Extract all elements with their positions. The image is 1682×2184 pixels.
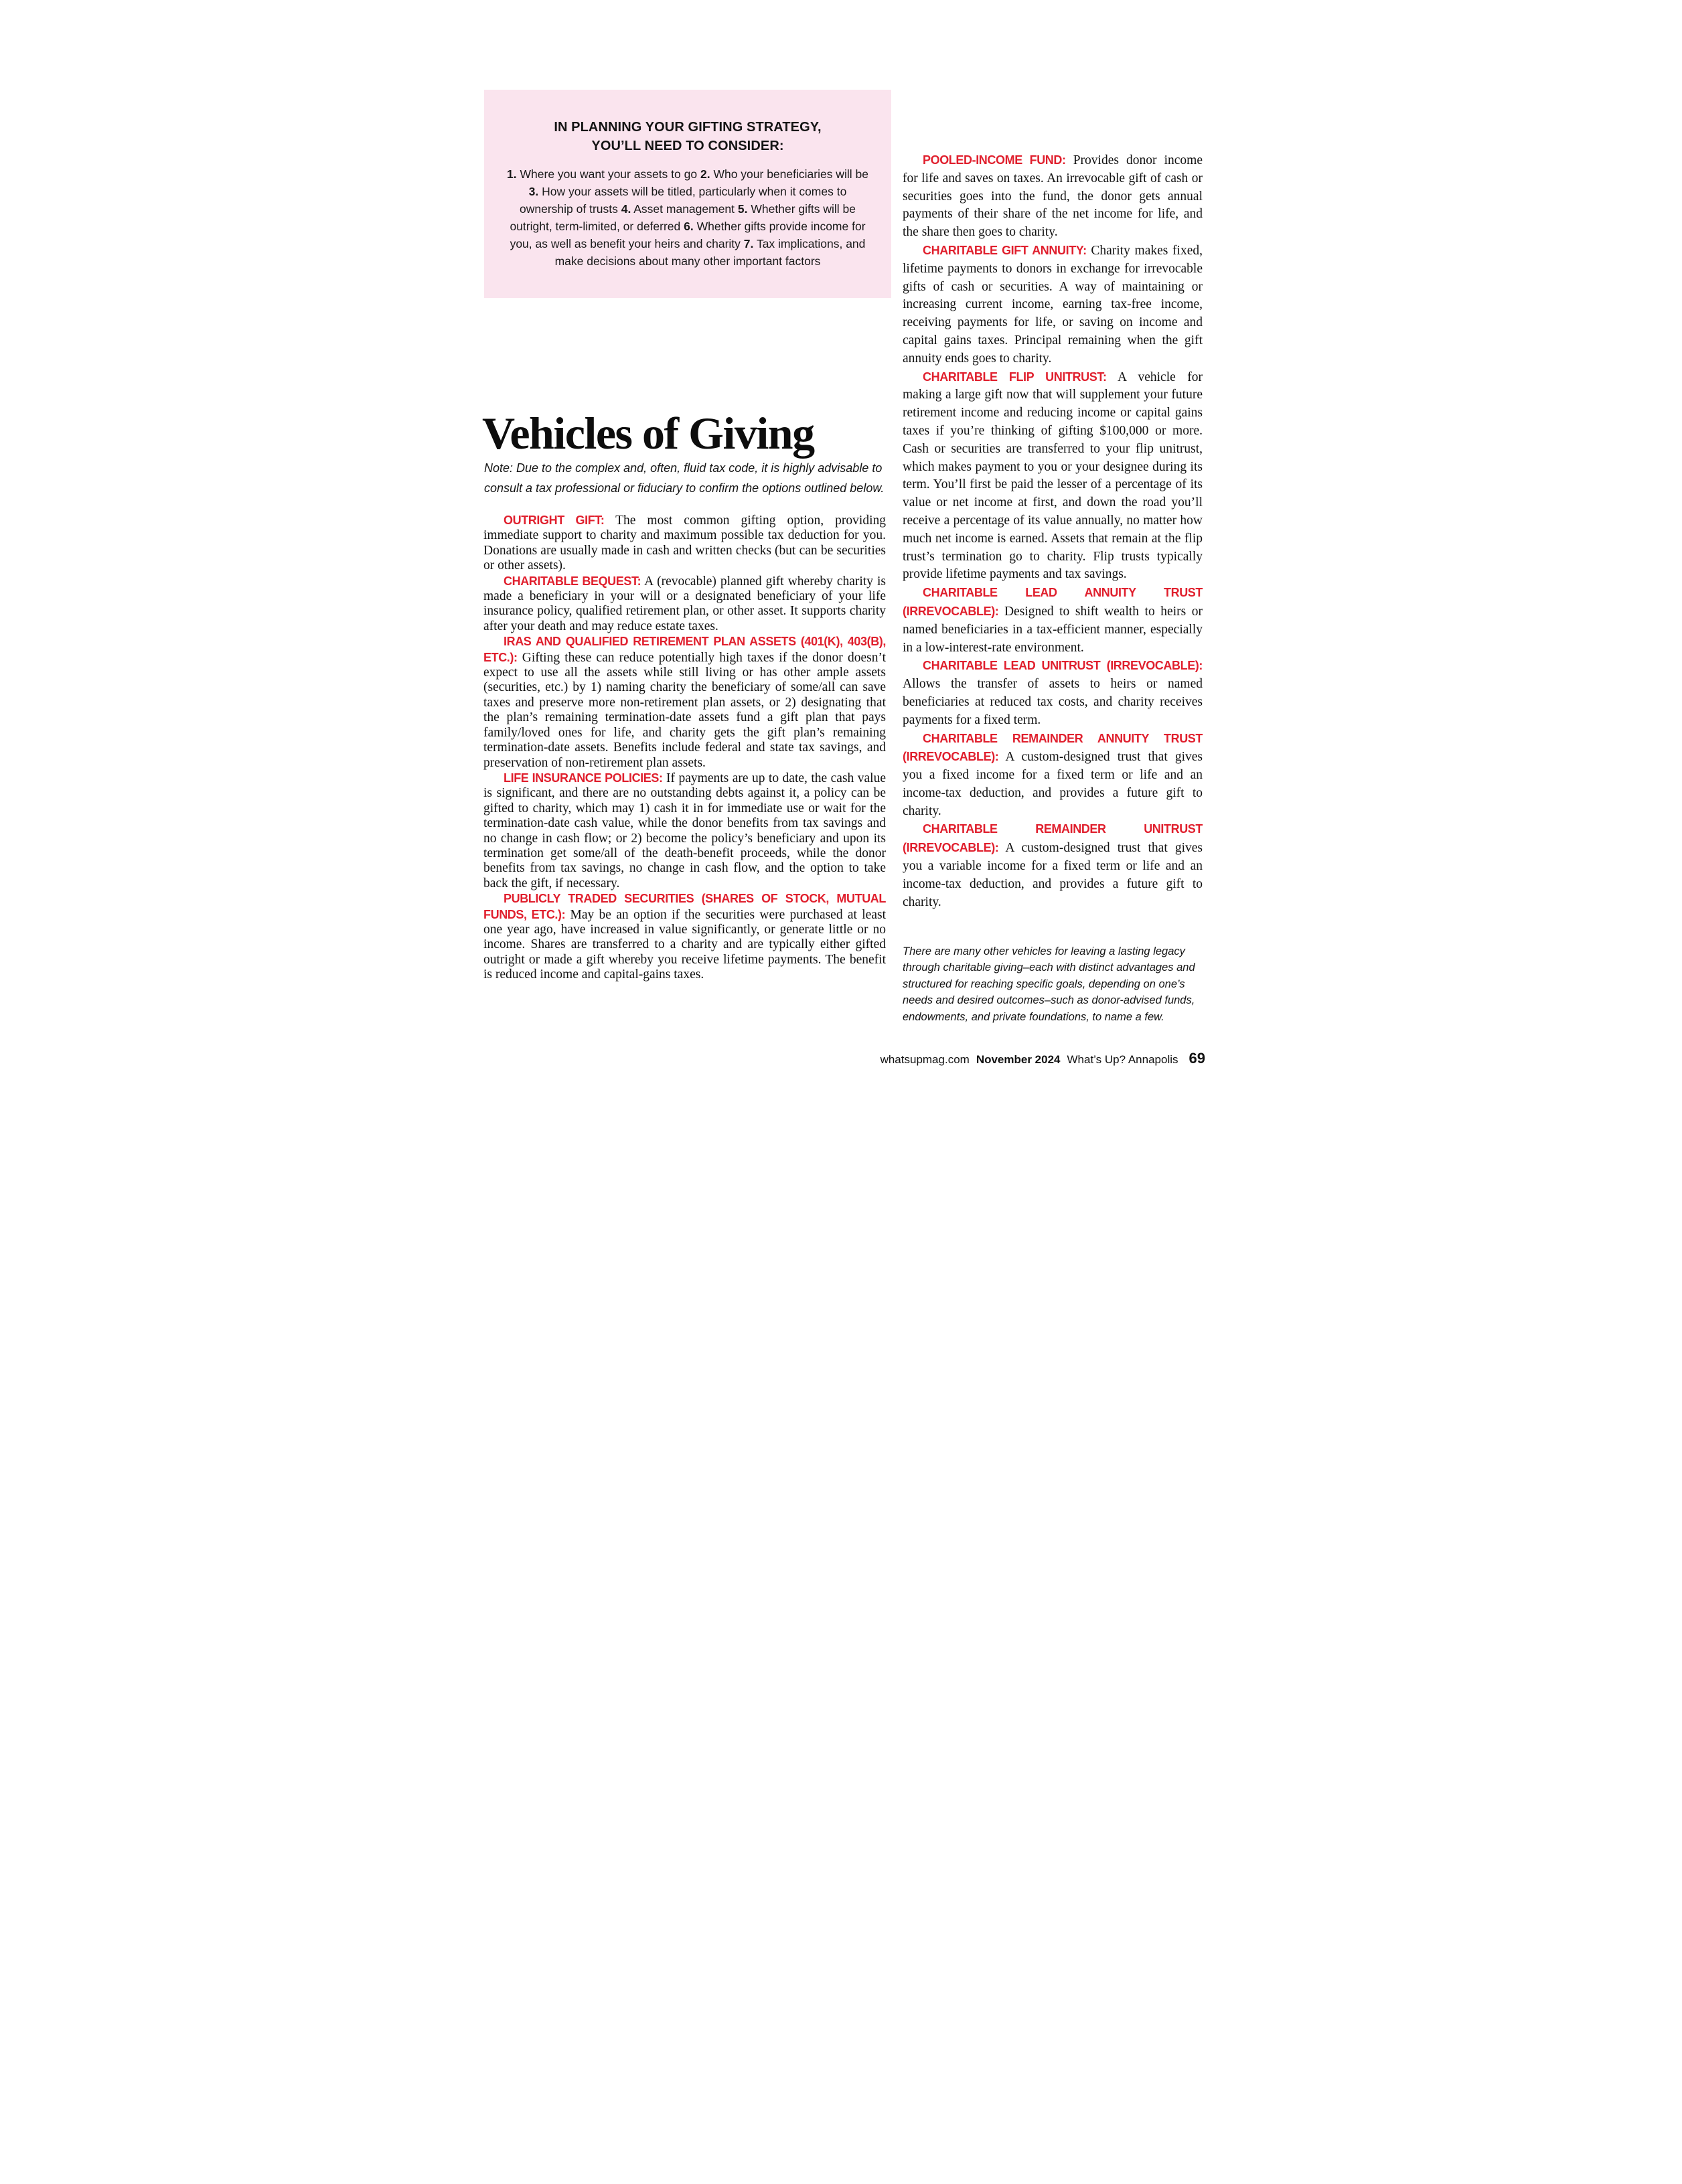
footer-magazine-name: What’s Up? Annapolis [1067,1053,1178,1066]
section-lead-in: CHARITABLE FLIP UNITRUST: [923,370,1107,384]
section-lead-in: CHARITABLE LEAD UNITRUST (IRREVOCABLE): [923,659,1203,673]
callout-heading [507,118,868,155]
consider-item-number: 6. [684,220,694,233]
section-lead-in: IRAS AND QUALIFIED RETIREMENT PLAN ASSETS (401(K), 403(B), ETC.): [483,635,886,664]
section-lead-in: CHARITABLE LEAD ANNUITY TRUST (IRREVOCABLE): [903,586,1203,618]
callout-heading-line2: YOU’LL NEED TO CONSIDER: [591,139,784,153]
section-text: Designed to shift wealth to heirs or named beneficiaries in a tax-efficient manner, especially in a low-interest-rate environment. [903,604,1203,655]
section-text: A custom-designed trust that gives you a fixed income for a fixed term or life and an income-tax deduction, and provides a future gift to charity. [903,750,1203,818]
body-section [483,513,886,574]
callout-consider-list: 1. Where you want your assets to go 2. Who your beneficiaries will be 3. How your assets will be titled, particularly when it comes to ownership of trusts 4. Asset management 5. Whether gifts will be outright, term-limited, or deferred 6. Whether gifts provide income for you, as well as benefit your heirs and charity 7. Tax implications, and make decisions about many other important factors [507,167,868,268]
body-section [483,574,886,635]
section-text: A custom-designed trust that gives you a variable income for a fixed term or life and an income-tax deduction, and provides a future gift to charity. [903,841,1203,909]
callout-heading-line1: IN PLANNING YOUR GIFTING STRATEGY, [554,120,822,135]
magazine-page [420,0,1262,1092]
section-text: Charity makes fixed, lifetime payments to donors in exchange for irrevocable gifts of cash or securities. A way of maintaining or increasing current income, earning tax-free income, receiving payments for life, or saving on income and capital gains taxes. Principal remaining when the gift annuity ends goes to charity. [903,243,1203,366]
section-lead-in: LIFE INSURANCE POLICIES: [504,771,663,785]
body-section [483,891,886,982]
section-lead-in: OUTRIGHT GIFT: [504,514,605,527]
gifting-strategy-callout-box [484,90,891,298]
section-text: If payments are up to date, the cash value is significant, and there are no outstanding debts against it, a policy can be gifted to charity, which may 1) cash it in for immediate use or wait for the termination-date cash value, while the donor benefits from tax savings and no change in cash flow; or 2) become the policy’s beneficiary and upon its termination get some/all of the death-benefit proceeds, while the donor benefits from tax savings, no change in cash flow, and the option to take back the gift, if necessary. [483,771,886,890]
consider-item-number: 2. [700,167,710,181]
section-lead-in: POOLED-INCOME FUND: [923,153,1066,167]
body-section [903,242,1203,368]
body-section [903,151,1203,242]
body-column-left [483,513,886,983]
section-lead-in: CHARITABLE REMAINDER UNITRUST (IRREVOCABLE): [903,822,1203,855]
section-lead-in: CHARITABLE REMAINDER ANNUITY TRUST (IRREVOCABLE): [903,731,1203,764]
consider-item-number: 4. [621,202,631,216]
section-lead-in: CHARITABLE BEQUEST: [504,574,641,588]
footer-website: whatsupmag.com [880,1053,970,1066]
consider-item-number: 1. [507,167,517,181]
consider-item-number: 7. [743,237,754,250]
footer-page-number: 69 [1189,1050,1205,1067]
body-column-right [903,151,1203,911]
section-text: Allows the transfer of assets to heirs or named beneficiaries at reduced tax costs, and charity receives payments for a fixed term. [903,677,1203,727]
body-section [903,368,1203,584]
body-section [483,634,886,771]
article-headline: Vehicles of Giving [482,407,814,459]
section-text: May be an option if the securities were purchased at least one year ago, have increased in value significantly, or generate little or no income. Shares are transferred to a charity and are typically either gifted outright or made a gift whereby you receive lifetime payments. The benefit is reduced income and capital-gains taxes. [483,907,886,982]
consider-item-number: 3. [528,185,539,198]
body-section [903,657,1203,729]
body-section [483,771,886,891]
footer-issue-date: November 2024 [976,1053,1061,1066]
section-text: Gifting these can reduce potentially high taxes if the donor doesn’t expect to use all the assets while still living or has other ample assets (securities, etc.) by 1) naming charity the beneficiary of some/all can save taxes and preserve more non-retirement plan assets, or 2) designating that the plan’s remaining termination-date assets fund a gift plan that pays family/loved ones for life, and charity gets the gift plan’s remaining termination-date assets. Benefits include federal and state tax savings, and preservation of non-retirement plan assets. [483,650,886,770]
section-lead-in: PUBLICLY TRADED SECURITIES (SHARES OF STOCK, MUTUAL FUNDS, ETC.): [483,892,886,921]
section-text: Provides donor income for life and saves on taxes. An irrevocable gift of cash or securities goes into the fund, the donor gets annual payments of their share of the net income for life, and the share then goes to charity. [903,153,1203,240]
body-section [903,584,1203,657]
section-text: The most common gifting option, providing immediate support to charity and maximum possible tax deduction for you. Donations are usually made in cash and written checks (but can be securities or other assets). [483,514,886,573]
section-lead-in: CHARITABLE GIFT ANNUITY: [923,243,1087,257]
body-section [903,730,1203,821]
section-text: A vehicle for making a large gift now that will supplement your future retirement income and reducing income or capital gains taxes if you’re thinking of gifting $100,000 or more. Cash or securities are transferred to your flip unitrust, which makes payment to you or your designee during its term. You’ll first be paid the lesser of a percentage of its value or net income at first, and down the road you’ll receive a percentage of its value annually, no matter how much net income is earned. Assets that remain at the flip trust’s termination go to charity. Flip trusts typically provide lifetime payments and tax savings. [903,370,1203,582]
consider-item-number: 5. [737,202,748,216]
section-text: A (revocable) planned gift whereby charity is made a beneficiary in your will or a designated beneficiary of your life insurance policy, qualified retirement plan, or other asset. It supports charity after your death and may reduce estate taxes. [483,574,886,633]
page-footer [881,1050,1205,1067]
advisory-note: Note: Due to the complex and, often, fluid tax code, it is highly advisable to consult a tax professional or fiduciary to confirm the options outlined below. [484,461,885,495]
body-section [903,820,1203,911]
closing-footnote: There are many other vehicles for leaving a lasting legacy through charitable giving–each with distinct advantages and structured for reaching specific goals, depending on one’s needs and desired outcomes–such as donor-advised funds, endowments, and private foundations, to name a few. [903,945,1195,1023]
